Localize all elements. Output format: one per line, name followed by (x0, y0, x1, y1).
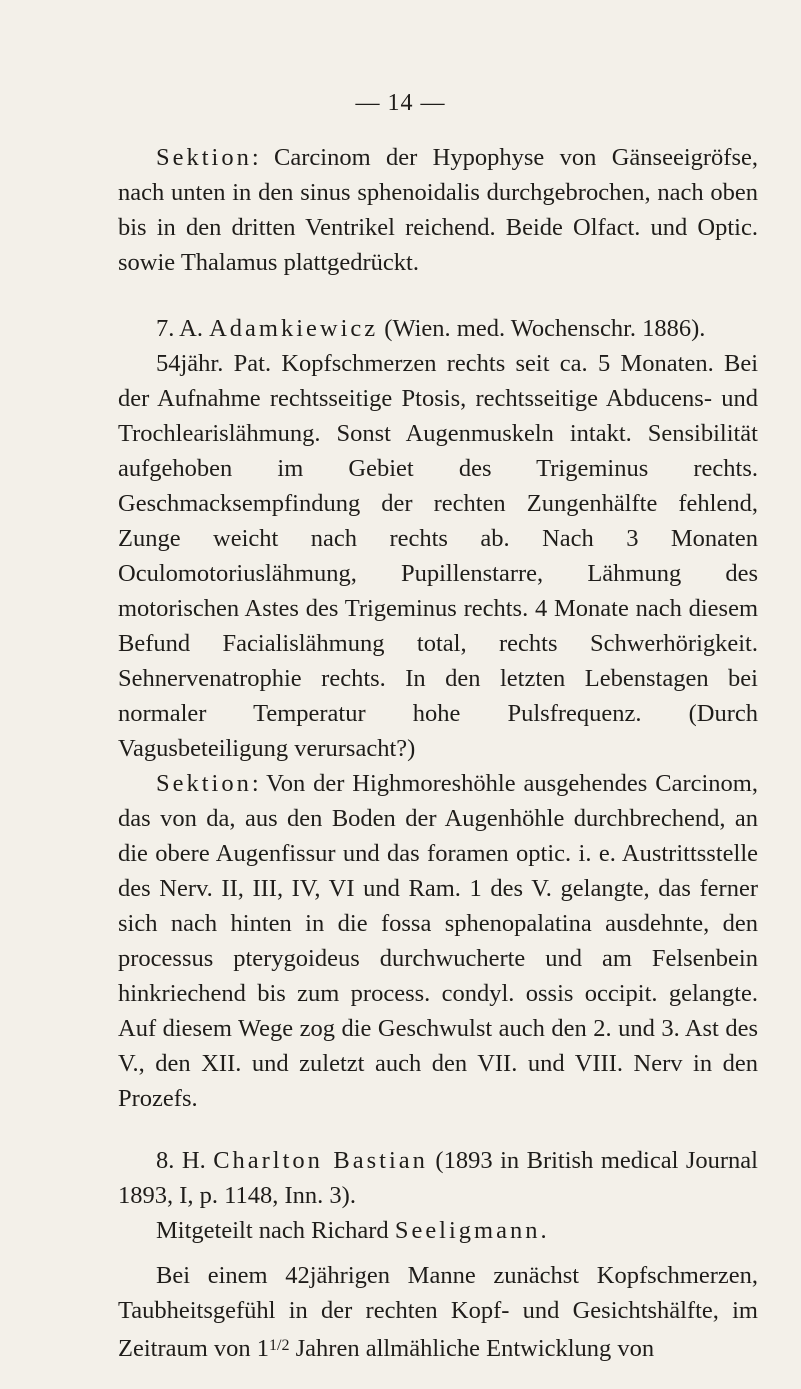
case-8-heading (118, 1143, 758, 1213)
section-block-1 (118, 140, 758, 280)
case-7-history: 54jähr. Pat. Kopfschmerzen rechts seit ca. 5 Monaten. Bei der Aufnahme rechtsseitige Ptosis, rechtsseitige Abducens- und Trochlearislähmung. Sonst Augenmuskeln intakt. Sensibilität aufgehoben im Gebiet des Trigeminus rechts. Geschmacksempfindung der rechten Zungenhälfte fehlend, Zunge weicht nach rechts ab. Nach 3 Monaten Oculomotoriuslähmung, Pupillenstarre, Lähmung des motorischen Astes des Trigeminus rechts. 4 Monate nach diesem Befund Facialislähmung total, rechts Schwerhörigkeit. Sehnervenatrophie rechts. In den letzten Lebenstagen bei normaler Temperatur hohe Pulsfrequenz. (Durch Vagusbeteiligung verursacht?) (118, 350, 758, 762)
case-7-heading-prefix: 7. A. (156, 315, 210, 342)
case-8-history (118, 1258, 758, 1366)
case-7-block (118, 311, 758, 1116)
case-8-heading-rest: (1893 in British medical Journal 1893, I, p. 1148, Inn. 3). (118, 1147, 758, 1209)
case-8-heading-prefix: 8. H. (156, 1147, 214, 1174)
page-number: — 14 — (355, 90, 446, 116)
case-8-communicated (118, 1213, 758, 1248)
case-7-sektion (118, 766, 758, 1116)
case-7-author: Adamkiewicz (209, 315, 379, 342)
case-7-heading (118, 311, 758, 346)
case-7-heading-rest: (Wien. med. Wochenschr. 1886). (378, 315, 706, 342)
case-8-block (118, 1143, 758, 1366)
case-8-history-end: Jahren allmähliche Entwicklung von (289, 1335, 655, 1362)
sektion-label: Sektion (156, 144, 252, 171)
sektion-paragraph-1 (118, 140, 758, 280)
case-8-history-start: Bei einem 42jährigen Manne zunächst Kopfschmerzen, Taubheitsgefühl in der rechten Kopf- und Gesichtshälfte, im Zeitraum von 1 (118, 1262, 758, 1362)
case-8-spacer (118, 1248, 758, 1258)
case-8-fraction: 1/2 (269, 1337, 290, 1354)
case-8-author: Charlton Bastian (213, 1147, 428, 1174)
case-8-communicated-suffix: . (540, 1217, 547, 1244)
case-8-communicated-prefix: Mitgeteilt nach Richard (156, 1217, 395, 1244)
case-7-sektion-label: Sektion (156, 770, 252, 797)
sektion-text: : Carcinom der Hypophyse von Gänseeigröfse, nach unten in den sinus sphenoidalis durchgebrochen, nach oben bis in den dritten Ventrikel reichend. Beide Olfact. und Optic. sowie Thalamus plattgedrückt. (118, 144, 758, 276)
case-7-sektion-text: : Von der Highmoreshöhle ausgehendes Carcinom, das von da, aus den Boden der Augenhöhle durchbrechend, an die obere Augenfissur und das foramen optic. i. e. Austrittsstelle des Nerv. II, III, IV, VI und Ram. 1 des V. gelangte, das ferner sich nach hinten in die fossa sphenopalatina ausdehnte, den processus pterygoideus durchwucherte und am Felsenbein hinkriechend bis zum process. condyl. ossis occipit. gelangte. Auf diesem Wege zog die Geschwulst auch den 2. und 3. Ast des V., den XII. und zuletzt auch den VII. und VIII. Nerv in den Prozefs. (118, 770, 758, 1112)
case-8-communicated-name: Seeligmann (394, 1217, 541, 1244)
